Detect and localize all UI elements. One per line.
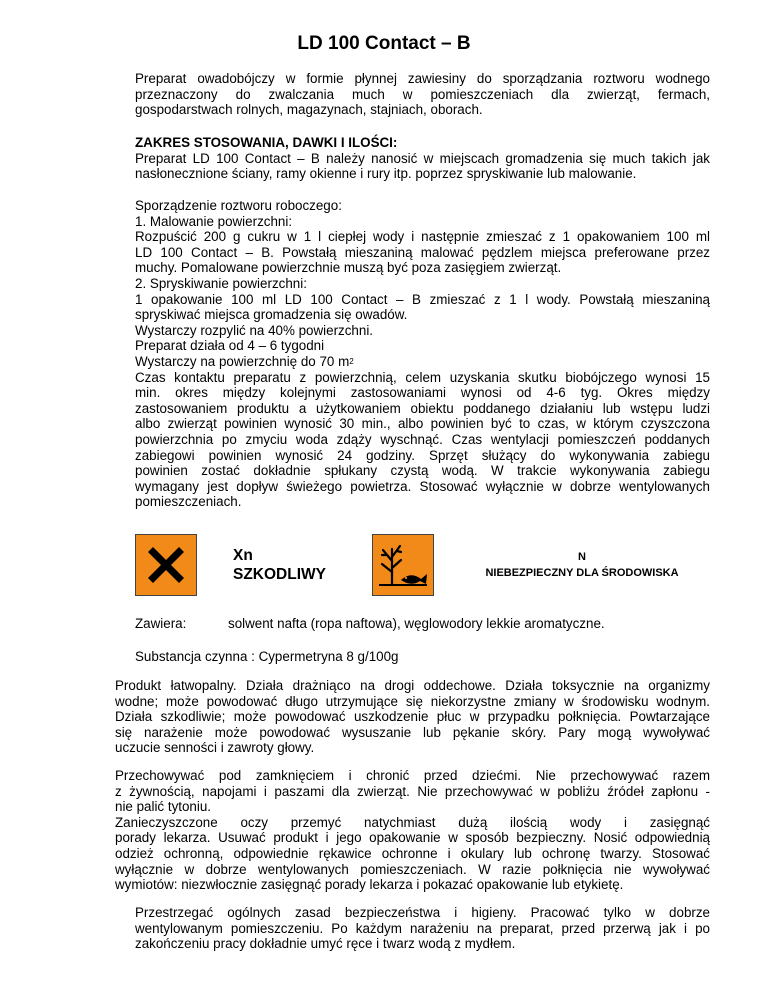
safety-line: z żywnością, napojami i paszami dla zwierząt. Nie przechowywać w pobliżu źródeł zapłonu - <box>115 783 710 799</box>
solution-line: LD 100 Contact – B. Powstałą mieszaniną malować pędzlem miejsca preferowane przez <box>135 244 710 260</box>
document-title: LD 100 Contact – B <box>297 33 471 54</box>
xn-code: Xn <box>233 547 253 564</box>
xn-name: SZKODLIWY <box>233 566 326 583</box>
n-name: NIEBEZPIECZNY DLA ŚRODOWISKA <box>485 567 679 579</box>
contains-label: Zawiera: <box>135 616 187 631</box>
n-code: N <box>578 551 586 563</box>
hygiene-paragraph <box>135 905 710 952</box>
risk-phrases <box>115 678 710 756</box>
solution-section <box>135 198 710 510</box>
intro-line: gospodarstwach rolnych, magazynach, stajniach, oborach. <box>135 102 483 118</box>
saint-andrews-cross-icon <box>136 535 196 595</box>
risk-line: się narażenie może powodować wysuszanie lub pękanie skóry. Pary mogą wywoływać <box>115 724 710 740</box>
coverage-line <box>135 354 710 370</box>
scope-heading: ZAKRES STOSOWANIA, DAWKI I ILOŚCI: <box>135 135 398 150</box>
solution-line: zastosowaniem produktu a użytkowaniem obiektu poddanego działaniu lub wstępu ludzi <box>135 400 710 416</box>
solution-line: albo zwierząt powinien wynosić 30 min., albo powinien być to czas, w którym czyszczona <box>135 416 710 432</box>
intro-line: Preparat owadobójczy w formie płynnej zawiesiny do sporządzania roztworu wodnego <box>135 71 710 86</box>
solution-line: 1 opakowanie 100 ml LD 100 Contact – B zmieszać z 1 l wody. Powstałą mieszaniną <box>135 291 710 307</box>
solution-line: Preparat działa od 4 – 6 tygodni <box>135 338 325 354</box>
solution-line: powierzchnia po zmyciu woda zdąży wyschnąć. Czas wentylacji pomieszczeń poddanych <box>135 431 710 447</box>
xn-label <box>233 546 326 584</box>
solution-line: 1. Malowanie powierzchni: <box>135 213 293 229</box>
n-label <box>462 549 702 581</box>
solution-line: Sporządzenie roztworu roboczego: <box>135 198 342 213</box>
intro-line: przeznaczony do zwalczania much w pomieszczeniach dla zwierząt, fermach, <box>135 86 710 102</box>
risk-line: wodne; może powodować długo utrzymujące się niekorzystne zmiany w środowisku wodnym. <box>115 693 710 709</box>
hygiene-line: Przestrzegać ogólnych zasad bezpieczeństwa i higieny. Pracować tylko w dobrze <box>135 905 710 920</box>
dead-tree-and-fish-icon <box>373 535 433 595</box>
solution-line: Czas kontaktu preparatu z powierzchnią, celem uzyskania skutku biobójczego wynosi 15 <box>135 369 710 385</box>
risk-line: Produkt łatwopalny. Działa drażniąco na drogi oddechowe. Działa toksycznie na organizmy <box>115 678 710 693</box>
environment-symbol <box>372 534 434 596</box>
solution-line: Wystarczy rozpylić na 40% powierzchni. <box>135 322 374 338</box>
harmful-symbol <box>135 534 197 596</box>
intro-paragraph <box>135 71 710 118</box>
solution-line: Rozpuścić 200 g cukru w 1 l ciepłej wody i następnie zmieszać z 1 opakowaniem 100 ml <box>135 229 710 245</box>
coverage-unit-exponent: 2 <box>349 356 354 366</box>
scope-line: Preparat LD 100 Contact – B należy nanosić w miejscach gromadzenia się much takich jak <box>135 150 710 166</box>
hygiene-line: zakończeniu pracy dokładnie umyć ręce i twarz wodą z mydłem. <box>135 936 516 952</box>
solution-line: pomieszczeniach. <box>135 494 242 510</box>
risk-line: uczucie senności i zawroty głowy. <box>115 740 315 756</box>
solution-line: wymagany jest dopływ świeżego powietrza. Stosować wyłącznie w dobrze wentylowanych <box>135 478 710 494</box>
safety-line: odzież ochronną, odpowiednie rękawice ochronne i okulary lub ochronę twarzy. Stosować <box>115 845 710 861</box>
safety-line: wyłącznie w dobrze wentylowanych pomieszczeniach. W razie połknięcia nie wywoływać <box>115 861 710 877</box>
safety-line: porady lekarza. Usuwać produkt i jego opakowanie w sposób bezpieczny. Nosić odpowiednią <box>115 830 710 846</box>
scope-section <box>135 135 710 182</box>
risk-line: Działa szkodliwie; może powodować uszkodzenie płuc w przypadku połknięcia. Powtarzające <box>115 709 710 725</box>
solution-line: zabiegowi powinien wynosić 24 godziny. Sprzęt służący do wykonywania zabiegu <box>135 447 710 463</box>
solution-line: 2. Spryskiwanie powierzchni: <box>135 275 307 291</box>
contains-value: solwent nafta (ropa naftowa), węglowodory lekkie aromatyczne. <box>228 616 605 631</box>
active-substance: Substancja czynna : Cypermetryna 8 g/100g <box>135 649 399 664</box>
solution-line: min. okres między kolejnymi zastosowaniami wynosi od 4-6 tyg. Okres między <box>135 385 710 401</box>
hygiene-line: wentylowanym pomieszczeniu. Po każdym narażeniu na preparat, przed przerwą jak i po <box>135 920 710 936</box>
safety-phrases <box>115 768 710 893</box>
safety-line: Zanieczyszczone oczy przemyć natychmiast dużą ilością wody i zasięgnąć <box>115 814 710 830</box>
solution-line: spryskiwać miejsca gromadzenia się owadów. <box>135 307 408 323</box>
solution-line: powinien zostać dokładnie spłukany czystą wodą. W trakcie wykonywania zabiegu <box>135 463 710 479</box>
safety-line: Przechowywać pod zamknięciem i chronić przed dziećmi. Nie przechowywać razem <box>115 768 710 783</box>
safety-line: nie palić tytoniu. <box>115 799 212 815</box>
scope-line: nasłonecznione ściany, ramy okienne i rury itp. poprzez spryskiwanie lub malowanie. <box>135 166 637 182</box>
safety-line: wymiotów: niezwłocznie zasięgnąć porady lekarza i pokazać opakowanie lub etykietę. <box>115 877 624 893</box>
solution-line: muchy. Pomalowane powierzchnie muszą być poza zasięgiem zwierząt. <box>135 260 562 276</box>
coverage-text: Wystarczy na powierzchnię do 70 m <box>135 353 350 369</box>
